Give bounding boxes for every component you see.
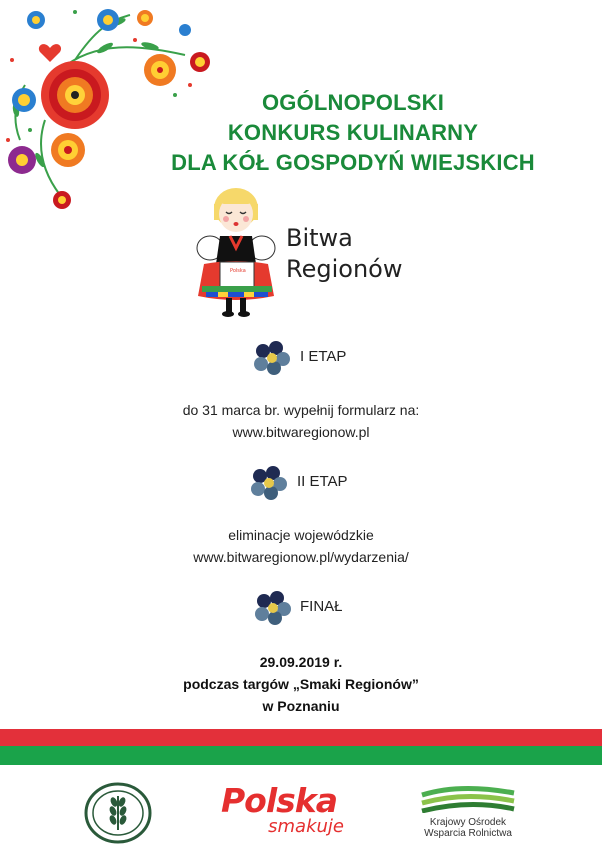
kowr-hills-icon xyxy=(420,785,516,813)
final-location: w Poznaniu xyxy=(262,698,340,714)
green-stripe xyxy=(0,746,602,765)
stage-flower-icon xyxy=(249,465,291,503)
final-event: podczas targów „Smaki Regionów” xyxy=(183,676,419,692)
stage-1-url: www.bitwaregionow.pl xyxy=(232,424,370,440)
polska-smakuje-logo xyxy=(214,781,344,837)
stage-2-url: www.bitwaregionow.pl/wydarzenia/ xyxy=(193,549,409,565)
kowr-line-1: Krajowy Ośrodek xyxy=(429,817,507,828)
title-line-2: KONKURS KULINARNY xyxy=(227,120,479,145)
stage-flower-icon xyxy=(252,340,294,378)
kowr-line-2: Wsparcia Rolnictwa xyxy=(424,828,512,839)
kowr-logo xyxy=(420,785,516,839)
stage-2-text: eliminacje wojewódzkie xyxy=(228,527,374,543)
polska-word: Polska xyxy=(220,781,338,820)
apron-label: Polska xyxy=(230,268,246,274)
final-date: 29.09.2019 r. xyxy=(259,654,343,670)
brand-name-line-1: Bitwa xyxy=(286,224,353,252)
stage-flower-icon xyxy=(253,590,295,628)
title-line-3: DLA KÓŁ GOSPODYŃ WIEJSKICH xyxy=(171,150,535,175)
title-line-1: OGÓLNOPOLSKI xyxy=(261,90,445,115)
brand-name-line-2: Regionów xyxy=(286,255,403,283)
final-label: FINAŁ xyxy=(300,598,343,615)
mascot-girl-illustration xyxy=(190,186,280,318)
ministry-seal-logo xyxy=(84,782,152,844)
stage-1-text: do 31 marca br. wypełnij formularz na: xyxy=(182,402,420,418)
red-stripe xyxy=(0,729,602,746)
smakuje-word: smakuje xyxy=(268,816,344,837)
stage-2-label: II ETAP xyxy=(297,473,348,490)
stage-1-label: I ETAP xyxy=(300,348,347,365)
